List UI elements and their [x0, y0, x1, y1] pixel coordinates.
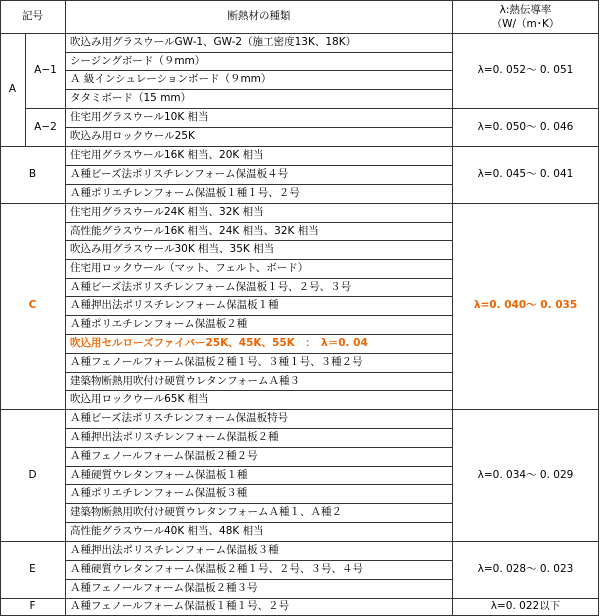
header-lambda: λ:熱伝導率 — [499, 4, 552, 16]
material-item: Ａ種フェノールフォーム保温板２種３号 — [70, 582, 258, 594]
header-material: 断熱材の種類 — [227, 10, 291, 22]
code-e: E — [29, 563, 36, 575]
code-f: F — [29, 600, 36, 612]
material-item-highlight: 吹込用セルローズファイバー25K、45K、55K ： λ＝0. 04 — [70, 337, 368, 349]
material-item: Ａ種フェノールフォーム保温板２種１号、３種１号、３種２号 — [70, 356, 363, 368]
code-b: B — [28, 168, 37, 180]
lambda-value-b: λ=0. 045〜 0. 041 — [477, 168, 574, 180]
material-item: Ａ種押出法ポリスチレンフォーム保温板１種 — [70, 299, 279, 311]
lambda-value-d: λ=0. 034〜 0. 029 — [477, 469, 574, 481]
border-right — [598, 0, 599, 616]
border-top — [0, 0, 599, 1]
divider-material — [65, 0, 66, 616]
code-a: A — [8, 83, 17, 95]
code-d: D — [28, 469, 37, 481]
material-item: 高性能グラスウール40K 相当、48K 相当 — [70, 525, 264, 537]
lambda-value-e: λ=0. 028〜 0. 023 — [477, 563, 574, 575]
material-item: Ａ種ポリエチレンフォーム保温板１種１号、２号 — [70, 187, 300, 199]
material-item: Ａ種ビーズ法ポリスチレンフォーム保温板１号、２号、３号 — [70, 281, 352, 293]
material-item: Ａ種硬質ウレタンフォーム保温板１種 — [70, 469, 248, 481]
material-item: 吹込み用グラスウールGW-1、GW-2（施工密度13K、18K） — [70, 36, 357, 48]
material-item: Ａ種ビーズ法ポリスチレンフォーム保温板４号 — [70, 168, 289, 180]
material-item: Ａ種押出法ポリスチレンフォーム保温板３種 — [70, 544, 279, 556]
material-item: Ａ種フェノールフォーム保温板２種２号 — [70, 450, 258, 462]
material-item: Ａ種硬質ウレタンフォーム保温板２種１号、２号、３号、４号 — [70, 563, 364, 575]
material-item: 建築物断熱用吹付け硬質ウレタンフォームＡ種３ — [70, 375, 301, 387]
material-item: Ａ 級インシュレーションボード（９mm） — [70, 73, 272, 85]
code-a2: A−2 — [34, 121, 57, 133]
material-item: 住宅用グラスウール16K 相当、20K 相当 — [70, 149, 264, 161]
material-item: Ａ種フェノールフォーム保温板１種１号、２号 — [70, 600, 290, 612]
material-item: 吹込み用ロックウール25K — [70, 130, 195, 142]
code-c: C — [28, 299, 37, 311]
material-item: Ａ種ビーズ法ポリスチレンフォーム保温板特号 — [70, 412, 289, 424]
material-item: 吹込み用グラスウール30K 相当、35K 相当 — [70, 243, 275, 255]
header-lambda-unit: （W/（m･K） — [491, 18, 560, 30]
material-item: 住宅用グラスウール24K 相当、32K 相当 — [70, 206, 264, 218]
header-code: 記号 — [22, 10, 43, 22]
lambda-value-a2: λ=0. 050〜 0. 046 — [477, 121, 574, 133]
material-item: Ａ種押出法ポリスチレンフォーム保温板２種 — [70, 431, 279, 443]
code-a1: A−1 — [34, 64, 57, 76]
lambda-value-c: λ=0. 040〜 0. 035 — [473, 299, 578, 311]
material-item: 吹込用ロックウール65K 相当 — [70, 393, 209, 405]
material-item: シージングボード（９mm） — [70, 55, 206, 67]
material-item: 住宅用グラスウール10K 相当 — [70, 111, 209, 123]
material-item: 建築物断熱用吹付け硬質ウレタンフォームＡ種１、Ａ種２ — [70, 506, 343, 518]
material-item: 住宅用ロックウール（マット、フェルト、ボード） — [70, 262, 309, 274]
material-item: Ａ種ポリエチレンフォーム保温板３種 — [70, 487, 248, 499]
material-item: Ａ種ポリエチレンフォーム保温板２種 — [70, 318, 248, 330]
material-item: タタミボード（15 mm） — [70, 92, 192, 104]
material-item: 高性能グラスウール16K 相当、24K 相当、32K 相当 — [70, 225, 319, 237]
lambda-value-f: λ=0. 022以下 — [490, 600, 561, 612]
lambda-value-a1: λ=0. 052〜 0. 051 — [477, 64, 574, 76]
